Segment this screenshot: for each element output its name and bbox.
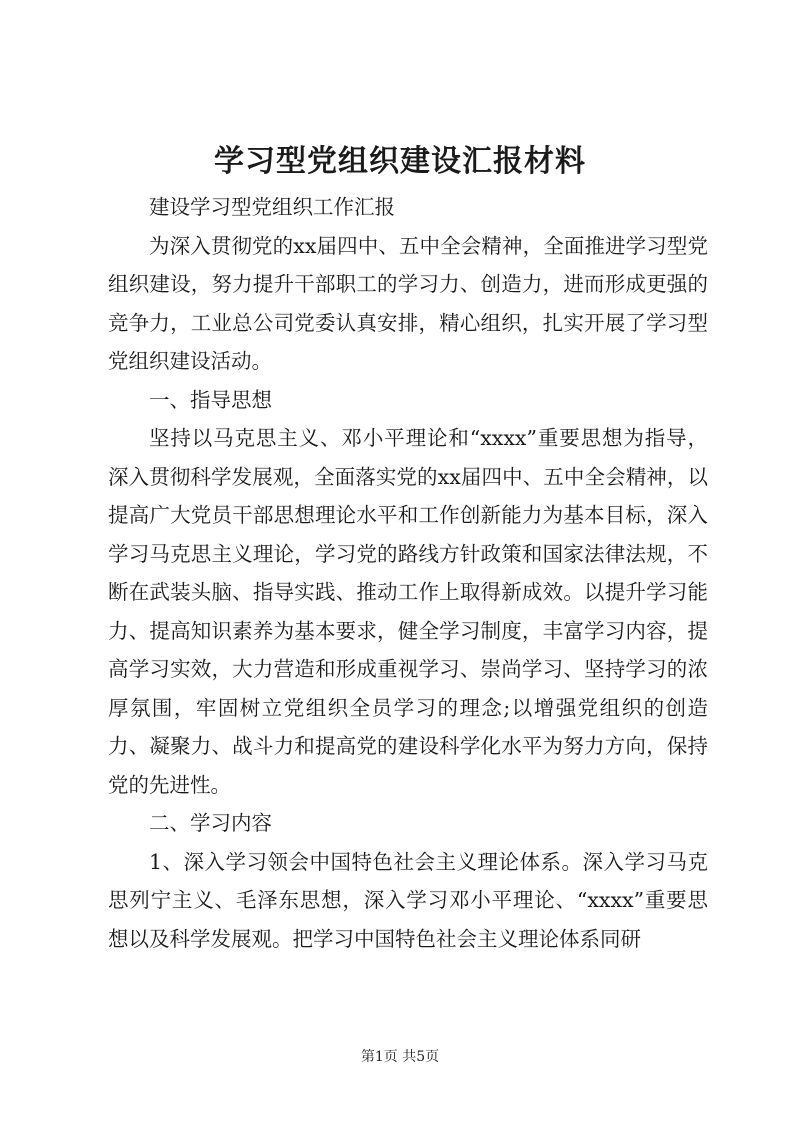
page-footer: 第1页 共5页 — [360, 1049, 440, 1065]
intro-paragraph: 为深入贯彻党的xx届四中、五中全会精神，全面推进学习型党组织建设，努力提升干部职工的学习力、创造力，进而形成更强的竞争力，工业总公司党委认真安排，精心组织，扎实开展了学习型党组织建设活动。 — [108, 233, 708, 373]
section-heading-guiding-thought: 一、指导思想 — [149, 387, 272, 412]
document-title: 学习型党组织建设汇报材料 — [214, 144, 586, 179]
section-heading-study-content: 二、学习内容 — [149, 811, 272, 835]
study-content-paragraph: 1、深入学习领会中国特色社会主义理论体系。深入学习马克思列宁主义、毛泽东思想，深入学习邓小平理论、“xxxx”重要思想以及科学发展观。把学习中国特色社会主义理论体系同研 — [108, 849, 708, 951]
guiding-thought-paragraph: 坚持以马克思主义、邓小平理论和“xxxx”重要思想为指导，深入贯彻科学发展观，全面落实党的xx届四中、五中全会精神，以提高广大党员干部思想理论水平和工作创新能力为基本目标，深入学习马克思主义理论，学习党的路线方针政策和国家法律法规，不断在武装头脑、指导实践、推动工作上取得新成效。以提升学习能力、提高知识素养为基本要求，健全学习制度，丰富学习内容，提高学习实效，大力营造和形成重视学习、崇尚学习、坚持学习的浓厚氛围，牢固树立党组织全员学习的理念;以增强党组织的创造力、凝聚力、战斗力和提高党的建设科学化水平为努力方向，保持党的先进性。 — [108, 426, 708, 797]
document-body — [108, 188, 708, 958]
subtitle-paragraph: 建设学习型党组织工作汇报 — [149, 195, 395, 219]
